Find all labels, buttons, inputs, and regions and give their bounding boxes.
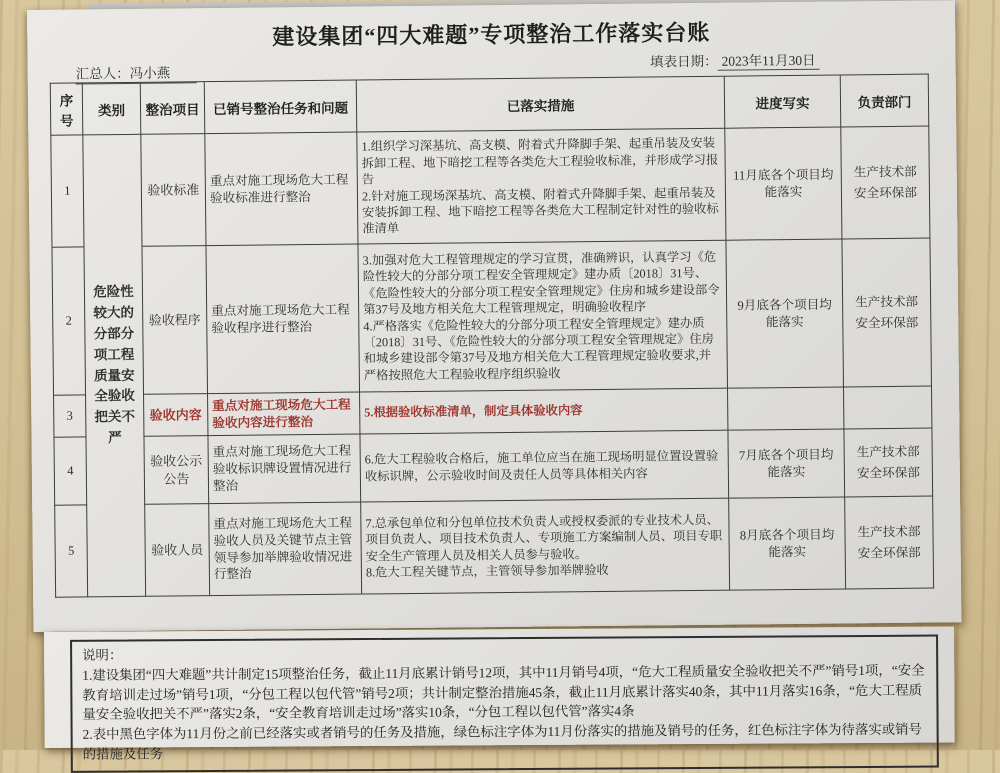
ledger-sheet	[27, 0, 961, 632]
cell-task: 重点对施工现场危大工程验收标准进行整治	[205, 132, 358, 246]
page-title: 建设集团“四大难题”专项整治工作落实台账	[272, 19, 711, 50]
cell-measures: 3.加强对危大工程管理规定的学习宣贯，准确辨识，认真学习《危险性较大的分部分项工程安全管理规定》建办质〔2018〕31号、《危险性较大的分部分项工程安全管理规定》住房和城乡建设部令第37号及地方相关危大工程管理规定，明确验收程序 4.严格落实《危险性较大的分部分项工程安全管理规定》建办质〔2018〕31号、《危险性较大的分部分项工程安全管理规定》住房和城乡建设部令第37号及地方相关危大工程管理规定验收要求,并严格按照危大工程验收程序组织验收	[358, 240, 728, 392]
cell-measures: 7.总承包单位和分包单位技术负责人或授权委派的专业技术人员、项目负责人、项目技术负责人、专项施工方案编制人员、项目专职安全生产管理人员及相关人员参与验收。 8.危大工程关键节点，主管领导参加举牌验收	[361, 498, 730, 594]
column-header-project: 整治项目	[140, 82, 205, 135]
cell-project: 验收人员	[145, 504, 210, 597]
column-header-task: 已销号整治任务和问题	[204, 80, 357, 134]
column-header-no: 序号	[50, 83, 83, 135]
notes-item-1: 1.建设集团“四大难题”共计制定15项整治任务，截止11月底累计销号12项，其中11月销号4项，“危大工程质量安全验收把关不严”销号1项，“安全教育培训走过场”销号1项，“分包工程以包代管”销号2项；共计制定整治措施45条，截止11月底累计落实40条，其中11月落实16条，“危大工程质量安全验收把关不严”落实2条，“安全教育培训走过场”落实10条，“分包工程以包代管”落实4条	[82, 662, 925, 723]
column-header-progress: 进度写实	[724, 75, 841, 128]
cell-progress: 9月底各个项目均能落实	[726, 239, 844, 388]
cell-task: 重点对施工现场危大工程验收标识牌设置情况进行整治	[208, 434, 361, 504]
cell-no: 1	[51, 135, 84, 247]
cell-measures: 1.组织学习深基坑、高支模、附着式升降脚手架、起重吊装及安装拆卸工程、地下暗挖工程等各类危大工程验收标准，并形成学习报告 2.针对施工现场深基坑、高支模、附着式升降脚手架、起重吊装及安装拆卸工程、地下暗挖工程等各类危大工程制定针对性的验收标准清单	[357, 128, 726, 244]
cell-measures: 6.危大工程验收合格后，施工单位应当在施工现场明显位置设置验收标识牌，公示验收时间及责任人员等具体相关内容	[360, 430, 729, 502]
cell-progress: 7月底各个项目均能落实	[728, 429, 845, 498]
ledger-table	[50, 74, 934, 598]
notes-heading: 说明：	[82, 647, 123, 663]
cell-progress	[727, 387, 843, 430]
cell-measures: 5.根据验收标准清单，制定具体验收内容	[360, 388, 728, 434]
column-header-department: 负责部门	[840, 74, 929, 127]
table-row	[51, 126, 930, 247]
notes-sheet	[44, 626, 955, 762]
column-header-measures: 已落实措施	[356, 76, 725, 132]
cell-department: 生产技术部 安全环保部	[845, 496, 934, 589]
cell-project: 验收内容	[144, 394, 208, 437]
notes-item-2: 2.表中黑色字体为11月份之前已经落实或者销号的任务及措施，绿色标注字体为11月份落实的措施及销号的任务，红色标注字体为待落实或销号的措施及任务	[82, 721, 922, 762]
fill-date-label: 填表日期：	[649, 53, 718, 70]
cell-project: 验收程序	[142, 246, 208, 395]
cell-no: 4	[54, 437, 87, 505]
cell-task: 重点对施工现场危大工程验收人员及关键节点主管领导参加举牌验收情况进行整治	[209, 502, 362, 596]
table-row	[52, 238, 932, 395]
cell-project: 验收标准	[141, 134, 206, 247]
cell-task: 重点对施工现场危大工程验收程序进行整治	[206, 244, 360, 394]
cell-department	[843, 386, 931, 429]
cell-department: 生产技术部 安全环保部	[844, 428, 933, 497]
cell-category: 危险性较大的分部分项工程质量安全验收把关不严	[83, 134, 146, 597]
fill-date-value: 2023年11月30日	[717, 53, 819, 71]
cell-progress: 11月底各个项目均能落实	[725, 127, 842, 240]
cell-department: 生产技术部 安全环保部	[842, 238, 932, 387]
cell-department: 生产技术部 安全环保部	[841, 126, 930, 239]
cell-project: 验收公示公告	[144, 436, 209, 505]
cell-no: 2	[52, 247, 86, 395]
cell-progress: 8月底各个项目均能落实	[729, 497, 846, 590]
notes-box	[70, 635, 939, 773]
table-row	[54, 428, 933, 505]
fill-date	[650, 49, 820, 71]
cell-task: 重点对施工现场危大工程验收内容进行整治	[208, 392, 360, 436]
cell-no: 3	[54, 395, 86, 437]
cell-no: 5	[55, 505, 88, 597]
table-row	[55, 496, 934, 597]
column-header-category: 类别	[82, 82, 141, 135]
summarizer-label: 汇总人：冯小燕	[76, 61, 197, 84]
